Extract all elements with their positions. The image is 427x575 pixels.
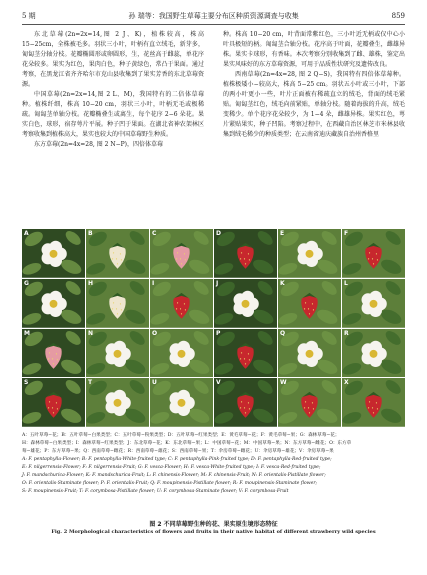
panel-label: G bbox=[24, 279, 29, 287]
photo-panel-n bbox=[86, 329, 149, 378]
photo-panel-t bbox=[86, 378, 149, 427]
photo-panel-p bbox=[214, 329, 277, 378]
panel-label: E bbox=[280, 230, 285, 237]
panel-label: V bbox=[216, 379, 221, 387]
legend-line: S: F. moupinensis-Fruit; T: F. corymbosa-Pistillate flower; U: F. corymbosa-Staminate flower; V: F. corymbosa-Fruit bbox=[22, 489, 289, 494]
panel-label: Q bbox=[280, 329, 286, 337]
panel-label: X bbox=[344, 379, 349, 387]
photo-panel-w bbox=[278, 378, 341, 427]
panel-label: O bbox=[152, 329, 158, 337]
photo-panel-q bbox=[278, 329, 341, 378]
photo-panel-f bbox=[342, 229, 405, 278]
panel-label: L bbox=[344, 279, 348, 287]
photo-panel-l bbox=[342, 279, 405, 328]
legend-line: 莓−雄花；P：东方草莓−果；Q：西南草莓−雌花；R：西南草莓−雄花；S：西南草莓−果；T：伞房草莓−雌花；U：伞房草莓−雄花；V：伞房草莓−果 bbox=[22, 449, 334, 454]
panel-label: B bbox=[88, 230, 93, 237]
photo-panel-u bbox=[150, 378, 213, 427]
panel-label: D bbox=[216, 230, 221, 237]
legend-line: H：森林草莓−白果类型；I：森林草莓−红果类型；J：东北草莓−花；K：东北草莓−果；L：中国草莓−花；M：中国草莓−果；N：东方草莓−雌花；O：东方草 bbox=[22, 441, 352, 446]
photo-panel-e bbox=[278, 229, 341, 278]
legend-line: A: F. pentaphylla-Flower; B: F. pentaphylla-White-fruited type; C: F. pentaphylla-Pink-fruited type; D: F. pentaphylla-Red-fruited type; bbox=[22, 457, 332, 462]
panel-label: T bbox=[88, 379, 93, 387]
legend-line: A：五叶草莓−花；B：五叶草莓−白果类型；C：五叶草莓−粉果类型；D：五叶草莓−红果类型；E：黄毛草莓−花；F：黄毛草莓−果；G：森林草莓−花； bbox=[22, 433, 340, 438]
photo-panel-k bbox=[278, 279, 341, 328]
panel-label: N bbox=[88, 329, 94, 337]
body-column-left bbox=[22, 30, 204, 215]
panel-label: S bbox=[24, 379, 29, 387]
panel-label: W bbox=[280, 379, 287, 387]
photo-panel-x bbox=[342, 378, 405, 427]
photo-panel-o bbox=[150, 329, 213, 378]
legend-line: J: F. mandschurica-Flower; K: F. mandschurica-Fruit; L: F. chinensis-Flower; M: F. chinensis-Fruit; N: F. orientalis-Pistillate flower; bbox=[22, 473, 326, 478]
panel-label: J bbox=[216, 279, 219, 287]
paragraph-orientalis-cont: 种。株高 10−20 cm，叶背面常紫红色，三小叶近无柄或仅中心小叶具极短的柄。匍匐茎合轴分枝。花序高于叶面，花瓣叠生，雌雄异株。果实卡球形，有香味。本次考察分别收集到了雌、雄株，鉴定出果实风味好的东方草莓资源，可用于品质性状研究及遗传改良。 bbox=[223, 31, 405, 68]
figure-caption-en: Fig. 2 Morphological characteristics of flowers and fruits in their native habitat of different strawberry wild species bbox=[51, 529, 376, 535]
figure-caption-cn: 图 2 不同草莓野生种的花、果实原生境形态特征 bbox=[149, 521, 278, 528]
panel-label: H bbox=[88, 279, 94, 287]
figure-photo-grid bbox=[22, 229, 405, 427]
photo-panel-a bbox=[22, 229, 85, 278]
paragraph-orientalis-start: 东方草莓(2n=4x=28, 图 2 N−P)，四倍体草莓 bbox=[34, 141, 164, 148]
body-column-right bbox=[223, 30, 405, 215]
photo-panel-s bbox=[22, 378, 85, 427]
paragraph-moupinensis: 西南草莓(2n=4x=28, 图 2 Q−S)，我国特有四倍体草莓种。植株极矮小−较高大，株高 5−25 cm。羽状五小叶或三小叶，下部的两小叶更小一些，叶片正面被有稀疏直立的绒毛，背面的绒毛紧贴。匍匐茎红色，绒毛向前紧贴，单轴分枝。随着海拔的升高，绒毛变稀少。单个花序花朵较少，为 1−4 朵，雌雄异株。果实红色，萼片紧贴果实，种子凹陷。考察过程中，在西藏自治区林芝市米林县收集到绒毛稀少的种质类型；在云南省迪庆藏族自治州香格里 bbox=[223, 71, 405, 138]
running-title: 孙 瑞等：我国野生草莓主要分布区种质资源调查与收集 bbox=[128, 12, 299, 20]
panel-label: R bbox=[344, 329, 349, 337]
photo-panel-i bbox=[150, 279, 213, 328]
panel-label: K bbox=[280, 279, 285, 287]
panel-label: P bbox=[216, 329, 221, 337]
issue-number: 5 期 bbox=[22, 12, 36, 20]
photo-panel-m bbox=[22, 329, 85, 378]
photo-panel-g bbox=[22, 279, 85, 328]
legend-line: O: F. orientalis-Staminate flower; P: F. orientalis-Fruit; Q: F. moupinensis-Pistillate flower; R: F. moupinensis-Staminate flower; bbox=[22, 481, 318, 486]
running-header bbox=[22, 10, 405, 22]
paragraph-mandschurica: 东北草莓(2n=2x=14,图 2 J、K)，植株较高，株高 15−25cm，全株被毛多。羽状三小叶，叶柄有直立绒毛，新芽多，匍匐茎分轴分枝。花瓣椭圆形或卵圆形，生，花丝高于雌蕊，单花序花朵较多。果实为红色，果肉白色，种子黄绿色，常凸于果面。通过考察，在黑龙江省齐齐哈尔市克山县收集到了果实芳香的东北草莓资源。 bbox=[22, 31, 204, 88]
panel-label: C bbox=[152, 230, 157, 237]
panel-label: U bbox=[152, 379, 157, 387]
legend-line: E: F. nilgerrensis-Flower; F: F. nilgerrensis-Fruit; G: F. vesca-Flower; H: F. vesca-White-fruited type; I: F. vesca-Red-fruited type; bbox=[22, 465, 321, 470]
paragraph-chinensis: 中国草莓(2n=2x=14,图 2 L、M)，我国特有的二倍体草莓种。植株纤细，株高 10−20 cm，羽状三小叶，叶柄无毛或极稀疏。匍匐茎单轴分枝。花瓣椭叠生或离生，每个花序 2−6 朵花。果实白色，球形，宿存萼片平展。种子凹于果面。在湖北省神农架林区考察收集到植株高大，果实也较大的中国草莓野生种质。 bbox=[22, 91, 204, 138]
photo-panel-c bbox=[150, 229, 213, 278]
panel-label: I bbox=[152, 279, 155, 287]
photo-panel-j bbox=[214, 279, 277, 328]
figure-legend bbox=[22, 432, 405, 496]
photo-panel-b bbox=[86, 229, 149, 278]
photo-panel-h bbox=[86, 279, 149, 328]
panel-label: A bbox=[24, 230, 29, 237]
panel-label: F bbox=[344, 230, 349, 237]
photo-panel-d bbox=[214, 229, 277, 278]
photo-panel-r bbox=[342, 329, 405, 378]
photo-panel-v bbox=[214, 378, 277, 427]
header-rule bbox=[22, 24, 405, 25]
panel-label: M bbox=[24, 329, 30, 337]
page-number: 859 bbox=[391, 12, 405, 20]
